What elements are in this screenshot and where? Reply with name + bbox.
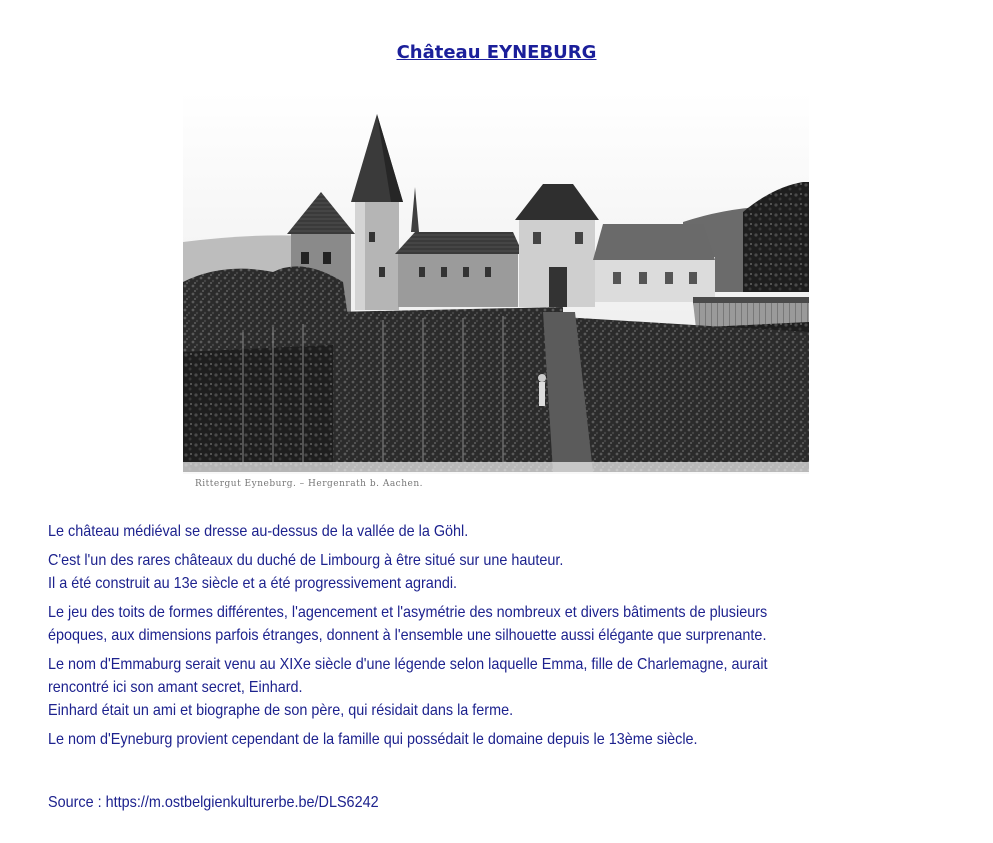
paragraph-line: Le nom d'Emmaburg serait venu au XIXe siècle d'une légende selon laquelle Emma, fille de Charlemagne, aurait (48, 656, 768, 673)
paragraph-5 (48, 728, 858, 751)
paragraph-line: Il a été construit au 13e siècle et a été progressivement agrandi. (48, 575, 458, 592)
article-body (48, 520, 858, 757)
photo-caption: Rittergut Eyneburg. – Hergenrath b. Aachen. (195, 479, 424, 489)
paragraph-4 (48, 653, 858, 722)
paragraph-line: époques, aux dimensions parfois étranges, donnent à l'ensemble une silhouette aussi élégante que surprenante. (48, 627, 767, 644)
paragraph-line: C'est l'un des rares châteaux du duché de Limbourg à être situé sur une hauteur. (48, 552, 564, 569)
paragraph-line: Le château médiéval se dresse au-dessus de la vallée de la Göhl. (48, 523, 469, 540)
castle-photo-image (183, 92, 809, 494)
paragraph-1 (48, 520, 858, 543)
paragraph-3 (48, 601, 858, 647)
paragraph-line: Einhard était un ami et biographe de son père, qui résidait dans la ferme. (48, 702, 514, 719)
paragraph-line: Le nom d'Eyneburg provient cependant de la famille qui possédait le domaine depuis le 13ème siècle. (48, 731, 698, 748)
paragraph-line: rencontré ici son amant secret, Einhard. (48, 679, 303, 696)
page-title-link[interactable]: Château EYNEBURG (396, 42, 597, 63)
page-title[interactable] (0, 42, 993, 63)
castle-photo (183, 92, 809, 494)
paragraph-line: Le jeu des toits de formes différentes, l'agencement et l'asymétrie des nombreux et divers bâtiments de plusieurs (48, 604, 768, 621)
source-line[interactable]: Source : https://m.ostbelgienkulturerbe.be/DLS6242 (48, 794, 379, 811)
paragraph-2 (48, 549, 858, 595)
